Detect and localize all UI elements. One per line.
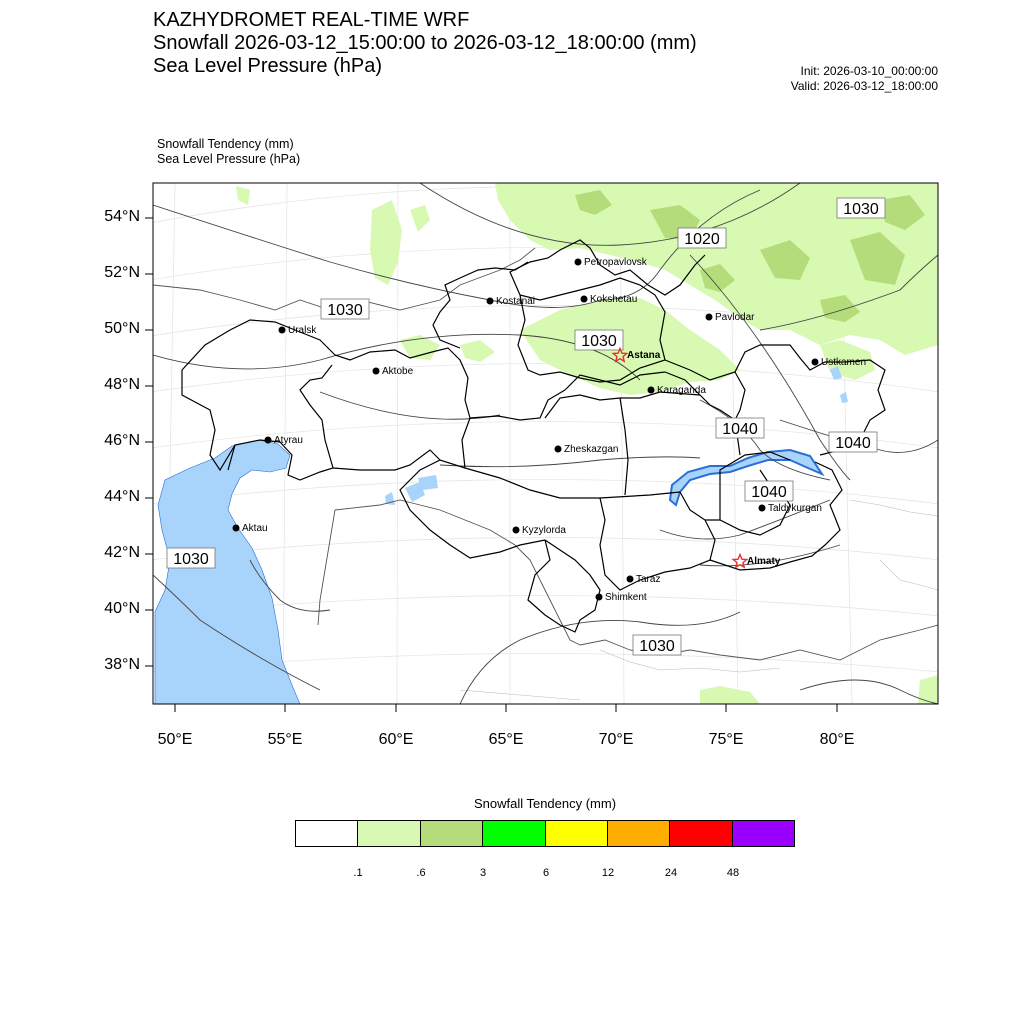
lat-label: 40°N [104, 600, 140, 617]
city-pavlodar [706, 312, 756, 323]
isobar-label-text: 1030 [581, 333, 617, 350]
colorbar-swatch [733, 821, 794, 846]
lon-label: 60°E [378, 731, 414, 748]
lat-label: 46°N [104, 432, 140, 449]
aral-sea [385, 475, 438, 505]
city-label: Pavlodar [715, 312, 755, 323]
city-label: Ustkamen [821, 357, 867, 368]
colorbar-swatch [483, 821, 545, 846]
isobar-label-text: 1040 [835, 435, 871, 452]
valid-time: Valid: 2026-03-12_18:00:00 [790, 79, 938, 93]
city-label: Kostanai [496, 296, 535, 307]
lat-label: 48°N [104, 376, 140, 393]
isobar-label [745, 481, 793, 501]
lat-label: 44°N [104, 488, 140, 505]
colorbar-swatch [358, 821, 420, 846]
city-karaganda [648, 385, 707, 396]
isobar-label [829, 432, 877, 452]
lon-label: 55°E [267, 731, 303, 748]
colorbar [295, 820, 795, 847]
lat-label: 50°N [104, 320, 140, 337]
title-line-1: KAZHYDROMET REAL-TIME WRF [153, 9, 470, 31]
isobar-label [575, 330, 623, 350]
colorbar-label: 12 [601, 867, 615, 879]
isobar-label [633, 635, 681, 655]
city-uralsk [279, 325, 318, 336]
colorbar-label: .1 [353, 867, 363, 879]
lat-label: 54°N [104, 208, 140, 225]
colorbar-label: .6 [416, 867, 426, 879]
colorbar-swatch [296, 821, 358, 846]
colorbar-swatch [608, 821, 670, 846]
city-taldykurgan [759, 503, 822, 514]
city-label: Kokshetau [590, 294, 638, 305]
city-aktobe [373, 366, 414, 377]
lon-label: 50°E [157, 731, 193, 748]
city-label: Karaganda [657, 385, 706, 396]
lon-label: 80°E [819, 731, 855, 748]
init-time: Init: 2026-03-10_00:00:00 [800, 64, 938, 78]
subtitle-snowfall: Snowfall Tendency (mm) [157, 137, 294, 151]
colorbar-swatch [670, 821, 732, 846]
isobar-label [716, 418, 764, 438]
isobar-label-text: 1030 [843, 201, 879, 218]
city-almaty [733, 555, 781, 568]
city-label: Uralsk [288, 325, 317, 336]
caspian-sea [155, 440, 300, 704]
isobar-label [678, 228, 726, 248]
colorbar-swatch [546, 821, 608, 846]
isobar-label-text: 1040 [751, 484, 787, 501]
title-line-2: Snowfall 2026-03-12_15:00:00 to 2026-03-12_18:00:00 (mm) [153, 32, 697, 54]
city-ustkamen [812, 357, 867, 368]
colorbar-swatch [421, 821, 483, 846]
lon-label: 75°E [708, 731, 744, 748]
city-label: Kyzylorda [522, 525, 566, 536]
city-label: Aktobe [382, 366, 414, 377]
lat-label: 38°N [104, 656, 140, 673]
city-label: Zheskazgan [564, 444, 619, 455]
city-label: Almaty [747, 556, 781, 567]
map-fields [150, 183, 940, 704]
city-label: Petropavlovsk [584, 257, 647, 268]
colorbar-label: 48 [726, 867, 740, 879]
lon-label: 70°E [598, 731, 634, 748]
isobar-label [321, 299, 369, 319]
city-petropavlovsk [575, 257, 648, 268]
lon-label: 65°E [488, 731, 524, 748]
colorbar-label: 3 [479, 867, 487, 879]
colorbar-title: Snowfall Tendency (mm) [473, 796, 617, 811]
city-label: Astana [627, 350, 661, 361]
lat-label: 42°N [104, 544, 140, 561]
city-label: Aktau [242, 523, 268, 534]
city-taraz [627, 574, 661, 585]
isobar-label [837, 198, 885, 218]
city-label: Atyrau [274, 435, 303, 446]
lat-label: 52°N [104, 264, 140, 281]
city-kostanai [487, 296, 535, 307]
city-label: Taraz [636, 574, 661, 585]
city-label: Shimkent [605, 592, 647, 603]
subtitle-pressure: Sea Level Pressure (hPa) [157, 152, 301, 166]
city-label: Taldykurgan [768, 503, 822, 514]
colorbar-label: 6 [542, 867, 550, 879]
colorbar-label: 24 [664, 867, 678, 879]
isobar-label-text: 1030 [639, 638, 675, 655]
isobar-label-text: 1020 [684, 231, 720, 248]
isobar-label-text: 1030 [327, 302, 363, 319]
isobar-label-text: 1030 [173, 551, 209, 568]
city-kyzylorda [513, 525, 567, 536]
isobar-label [167, 548, 215, 568]
isobar-label-text: 1040 [722, 421, 758, 438]
title-line-3: Sea Level Pressure (hPa) [153, 55, 383, 77]
city-zheskazgan [555, 444, 619, 455]
city-shimkent [596, 592, 647, 603]
